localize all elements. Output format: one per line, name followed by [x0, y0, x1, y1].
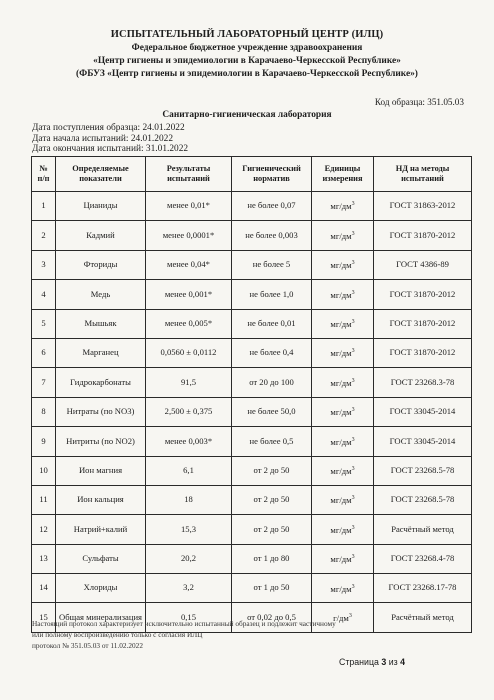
header-method-line2: испытаний [401, 174, 444, 183]
cell-norm: не более 50,0 [232, 397, 312, 426]
page-number [339, 657, 405, 667]
cell-result: менее 0,0001* [146, 221, 232, 250]
cell-norm: не более 5 [232, 250, 312, 279]
unit-base: мг/дм [330, 407, 352, 418]
table-row [32, 515, 472, 544]
cell-number: 12 [32, 515, 56, 544]
cell-unit [312, 250, 374, 279]
unit-base: мг/дм [330, 465, 352, 476]
institution-type: Федеральное бюджетное учреждение здравоохранения [131, 43, 363, 53]
lab-name: Санитарно-гигиеническая лаборатория [162, 110, 332, 120]
unit-base: мг/дм [330, 495, 352, 506]
cell-unit [312, 338, 374, 367]
unit-exponent: 3 [351, 289, 355, 296]
cell-indicator: Нитриты (по NO2) [56, 427, 146, 456]
cell-unit [312, 515, 374, 544]
unit-exponent: 3 [351, 319, 355, 326]
cell-result: менее 0,001* [146, 280, 232, 309]
cell-norm: от 20 до 100 [232, 368, 312, 397]
cell-number: 13 [32, 544, 56, 573]
header-norm-line1: Гигиенический [242, 164, 301, 173]
cell-number: 6 [32, 338, 56, 367]
cell-indicator: Марганец [56, 338, 146, 367]
table-row [32, 221, 472, 250]
cell-indicator: Нитраты (по NO3) [56, 397, 146, 426]
cell-indicator: Мышьяк [56, 309, 146, 338]
cell-number: 5 [32, 309, 56, 338]
cell-method: ГОСТ 31870-2012 [374, 338, 472, 367]
cell-indicator: Сульфаты [56, 544, 146, 573]
cell-result: 15,3 [146, 515, 232, 544]
cell-method: Расчётный метод [374, 603, 472, 632]
table-row [32, 397, 472, 426]
cell-result: 20,2 [146, 544, 232, 573]
header-result-line1: Результаты [166, 164, 211, 173]
cell-indicator: Хлориды [56, 574, 146, 603]
cell-method: ГОСТ 23268.4-78 [374, 544, 472, 573]
cell-number: 11 [32, 485, 56, 514]
cell-number: 4 [32, 280, 56, 309]
cell-norm: от 2 до 50 [232, 515, 312, 544]
header-result-line2: испытаний [167, 174, 210, 183]
cell-result: 3,2 [146, 574, 232, 603]
cell-unit [312, 544, 374, 573]
cell-number: 9 [32, 427, 56, 456]
page-of: из [388, 657, 398, 667]
header-unit-line1: Единицы [324, 164, 361, 173]
cell-unit [312, 192, 374, 221]
cell-method: ГОСТ 31870-2012 [374, 221, 472, 250]
cell-indicator: Цианиды [56, 192, 146, 221]
cell-result: 18 [146, 485, 232, 514]
cell-unit [312, 368, 374, 397]
header-number-line2: п/п [37, 174, 50, 183]
cell-result: 0,0560 ± 0,0112 [146, 338, 232, 367]
cell-norm: не более 1,0 [232, 280, 312, 309]
header-number-line1: № [39, 164, 48, 173]
cell-indicator: Общая минерализация [56, 603, 146, 632]
unit-base: мг/дм [330, 260, 352, 271]
cell-method: Расчётный метод [374, 515, 472, 544]
cell-norm: от 2 до 50 [232, 456, 312, 485]
page-current: 3 [381, 657, 387, 667]
unit-base: мг/дм [330, 583, 352, 594]
unit-exponent: 3 [351, 465, 355, 472]
cell-unit [312, 427, 374, 456]
table-row [32, 309, 472, 338]
header-indicator-line1: Определяемые [72, 164, 129, 173]
footer-line2: или полному воспроизведению только с согласия ИЛЦ [32, 629, 203, 639]
header-norm-line2: норматив [253, 174, 290, 183]
table-row [32, 368, 472, 397]
cell-unit [312, 485, 374, 514]
unit-base: мг/дм [330, 348, 352, 359]
unit-exponent: 3 [351, 524, 355, 531]
cell-indicator: Медь [56, 280, 146, 309]
cell-result: менее 0,005* [146, 309, 232, 338]
table-row [32, 192, 472, 221]
table-row [32, 280, 472, 309]
cell-method: ГОСТ 23268.3-78 [374, 368, 472, 397]
dates-block [32, 123, 188, 155]
date-started: Дата начала испытаний: 24.01.2022 [32, 133, 174, 144]
date-received: Дата поступления образца: 24.01.2022 [32, 123, 185, 133]
cell-unit [312, 397, 374, 426]
footer-protocol-number: протокол № 351.05.03 от 11.02.2022 [32, 640, 143, 650]
header-unit [312, 157, 374, 192]
cell-number: 14 [32, 574, 56, 603]
cell-norm: от 0,02 до 0,5 [232, 603, 312, 632]
unit-exponent: 3 [351, 377, 355, 384]
cell-number: 7 [32, 368, 56, 397]
institution-short-name: (ФБУЗ «Центр гигиены и эпидемиологии в Карачаево-Черкесской Республике») [76, 69, 418, 79]
unit-base: мг/дм [330, 436, 352, 447]
cell-indicator: Ион кальция [56, 485, 146, 514]
unit-exponent: 3 [351, 348, 355, 355]
unit-exponent: 3 [351, 583, 355, 590]
cell-method: ГОСТ 23268.5-78 [374, 485, 472, 514]
footer-note [32, 619, 336, 651]
unit-exponent: 3 [351, 407, 355, 414]
cell-number: 1 [32, 192, 56, 221]
cell-number: 10 [32, 456, 56, 485]
cell-number: 3 [32, 250, 56, 279]
cell-indicator: Кадмий [56, 221, 146, 250]
sample-code: Код образца: 351.05.03 [374, 97, 464, 107]
cell-norm: не более 0,5 [232, 427, 312, 456]
table-row [32, 544, 472, 573]
cell-norm: от 1 до 50 [232, 574, 312, 603]
unit-base: мг/дм [330, 377, 352, 388]
table-row [32, 485, 472, 514]
table-row [32, 338, 472, 367]
cell-unit [312, 309, 374, 338]
table-row [32, 427, 472, 456]
unit-base: мг/дм [330, 524, 352, 535]
header-indicator [56, 157, 146, 192]
unit-exponent: 3 [351, 436, 355, 443]
unit-base: мг/дм [330, 201, 352, 212]
cell-method: ГОСТ 33045-2014 [374, 397, 472, 426]
page-total: 4 [400, 657, 405, 667]
table-row [32, 574, 472, 603]
center-title: ИСПЫТАТЕЛЬНЫЙ ЛАБОРАТОРНЫЙ ЦЕНТР (ИЛЦ) [110, 29, 384, 40]
cell-norm: от 1 до 80 [232, 544, 312, 573]
table-row [32, 250, 472, 279]
cell-method: ГОСТ 23268.5-78 [374, 456, 472, 485]
unit-exponent: 3 [351, 230, 355, 237]
cell-method: ГОСТ 31863-2012 [374, 192, 472, 221]
cell-result: 2,500 ± 0,375 [146, 397, 232, 426]
unit-exponent: 3 [348, 612, 352, 619]
page-label: Страница [339, 657, 379, 667]
cell-method: ГОСТ 31870-2012 [374, 280, 472, 309]
cell-result: 0,15 [146, 603, 232, 632]
cell-indicator: Ион магния [56, 456, 146, 485]
unit-exponent: 3 [351, 201, 355, 208]
header-method [374, 157, 472, 192]
unit-base: мг/дм [330, 318, 352, 329]
unit-base: мг/дм [330, 554, 352, 565]
cell-unit [312, 221, 374, 250]
cell-indicator: Фториды [56, 250, 146, 279]
cell-method: ГОСТ 31870-2012 [374, 309, 472, 338]
cell-unit [312, 456, 374, 485]
cell-unit [312, 574, 374, 603]
institution-name: «Центр гигиены и эпидемиологии в Карачаево-Черкесской Республике» [93, 56, 401, 66]
cell-indicator: Натрий+калий [56, 515, 146, 544]
cell-norm: не более 0,003 [232, 221, 312, 250]
footer-line1: Настоящий протокол характеризует исключительно испытанный образец и подлежит частичному [32, 619, 336, 628]
unit-base: г/дм [333, 612, 349, 623]
unit-exponent: 3 [351, 495, 355, 502]
cell-result: менее 0,01* [146, 192, 232, 221]
results-table [31, 156, 472, 633]
cell-number: 8 [32, 397, 56, 426]
cell-result: менее 0,04* [146, 250, 232, 279]
cell-number: 2 [32, 221, 56, 250]
cell-norm: от 2 до 50 [232, 485, 312, 514]
table-header-row [32, 157, 472, 192]
unit-exponent: 3 [351, 260, 355, 267]
header-method-line1: НД на методы [395, 164, 450, 173]
unit-exponent: 3 [351, 554, 355, 561]
unit-base: мг/дм [330, 230, 352, 241]
cell-norm: не более 0,4 [232, 338, 312, 367]
cell-result: 91,5 [146, 368, 232, 397]
header-unit-line2: измерения [322, 174, 363, 183]
cell-method: ГОСТ 33045-2014 [374, 427, 472, 456]
header-indicator-line2: показатели [79, 174, 122, 183]
header-norm [232, 157, 312, 192]
cell-result: менее 0,003* [146, 427, 232, 456]
cell-method: ГОСТ 23268.17-78 [374, 574, 472, 603]
table-row [32, 456, 472, 485]
date-finished: Дата окончания испытаний: 31.01.2022 [32, 144, 189, 155]
cell-number: 15 [32, 603, 56, 632]
header-result [146, 157, 232, 192]
cell-result: 6,1 [146, 456, 232, 485]
cell-unit [312, 280, 374, 309]
header-number [32, 157, 56, 192]
cell-method: ГОСТ 4386-89 [374, 250, 472, 279]
cell-norm: не более 0,07 [232, 192, 312, 221]
cell-norm: не более 0,01 [232, 309, 312, 338]
unit-base: мг/дм [330, 289, 352, 300]
cell-indicator: Гидрокарбонаты [56, 368, 146, 397]
